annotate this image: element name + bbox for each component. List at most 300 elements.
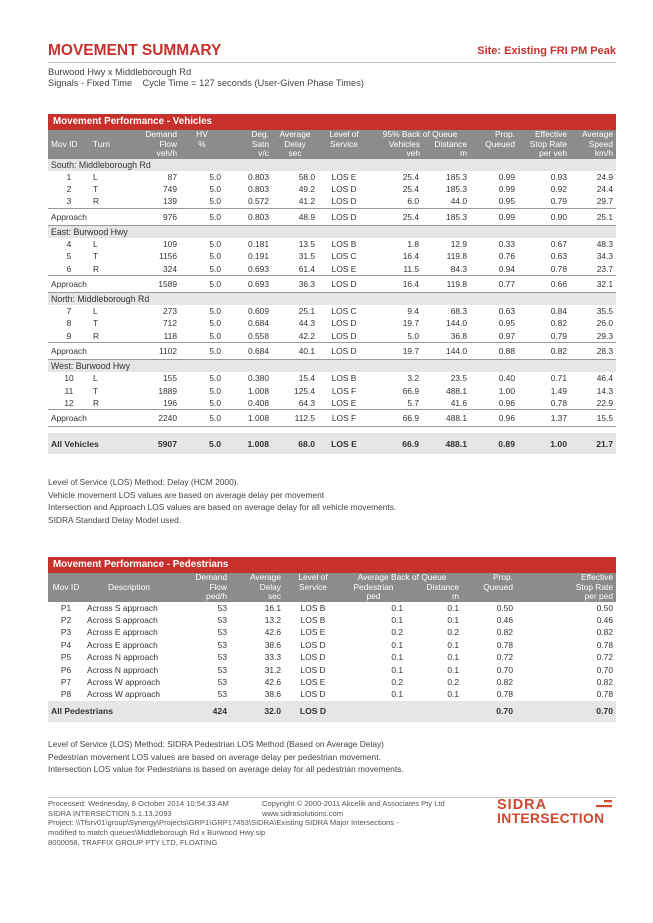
pedestrian-cell: P3 [60, 627, 72, 638]
pedestrian-cell: 0.50 [596, 602, 613, 613]
approach-cell: 5.0 [180, 343, 224, 360]
movement-cell: LOS D [331, 184, 357, 195]
pedestrian-cell: LOS D [300, 689, 326, 700]
movement-cell: 61.4 [298, 263, 315, 274]
movement-cell: T [93, 318, 99, 329]
movement-cell: 64.3 [298, 397, 315, 408]
vehicles-note-line: Intersection and Approach LOS values are based on average delay for all vehicle movements. [48, 502, 397, 512]
movement-cell: 44.3 [298, 318, 315, 329]
approach-cell: LOS D [318, 208, 370, 225]
approach-cell: 0.66 [518, 275, 570, 292]
movement-cell: LOS D [331, 330, 357, 341]
movement-cell: 712 [163, 318, 177, 329]
pedestrian-cell: 53 [217, 677, 227, 688]
all-pedestrians-cell: 32.0 [230, 701, 284, 722]
vehicles-header-cell: Average Speed km/h [570, 130, 616, 159]
pedestrian-cell: 0.2 [391, 677, 403, 688]
project-path-2: modified to match queues\Middleborough Rd x Burwood Hwy.sip [48, 827, 266, 837]
approach-cell: 25.1 [570, 208, 616, 225]
movement-row [48, 262, 616, 275]
queue-subheader [373, 140, 467, 159]
movement-cell: 0.78 [550, 397, 567, 408]
movement-cell: 5.0 [209, 171, 221, 182]
approach-cell: LOS D [318, 343, 370, 360]
movement-cell: 5.0 [209, 318, 221, 329]
all-vehicles-cell: 1.00 [518, 433, 570, 454]
movement-cell: 1.8 [407, 238, 419, 249]
pedestrian-cell: Across E approach [87, 639, 158, 650]
movement-cell: 34.3 [596, 251, 613, 262]
pedestrians-table [48, 573, 616, 722]
pedestrian-cell: 38.6 [264, 639, 281, 650]
movement-cell: 24.9 [596, 171, 613, 182]
pedestrian-cell: 0.82 [596, 677, 613, 688]
pedestrian-cell: 0.82 [596, 627, 613, 638]
pedestrian-cell: 0.70 [496, 664, 513, 675]
all-vehicles-cell: 1.008 [224, 433, 272, 454]
movement-cell: 13.5 [298, 238, 315, 249]
movement-cell: 5 [66, 251, 72, 262]
pedestrian-cell: 53 [217, 639, 227, 650]
pedestrians-note-line: Intersection LOS value for Pedestrians is based on average delay for all pedestrian movements. [48, 764, 404, 774]
all-vehicles-cell: 5.0 [180, 433, 224, 454]
software-version: SIDRA INTERSECTION 5.1.13.2093 [48, 808, 172, 818]
movement-cell: 0.82 [550, 318, 567, 329]
movement-cell: 25.4 [402, 171, 419, 182]
pedestrians-header-cell: Average Delay sec [230, 573, 284, 602]
pedestrian-cell: LOS E [300, 677, 326, 688]
pedestrian-row [48, 614, 616, 626]
approach-cell: 0.684 [224, 343, 272, 360]
movement-row [48, 195, 616, 208]
movement-cell: 185.3 [446, 171, 467, 182]
pedestrian-cell: 0.1 [447, 639, 459, 650]
pedestrian-cell: 0.1 [391, 689, 403, 700]
vehicles-header-cell: Prop. Queued [470, 130, 518, 159]
approach-group-row [48, 159, 616, 171]
pedestrian-cell: Across E approach [87, 627, 158, 638]
movement-cell: 0.181 [248, 238, 269, 249]
vehicles-header-cell: Turn [90, 130, 120, 159]
movement-cell: 9.4 [407, 306, 419, 317]
pedestrians-note-line: Level of Service (LOS) Method: SIDRA Pedestrian LOS Method (Based on Average Delay) [48, 739, 384, 749]
all-vehicles-cell: LOS E [318, 433, 370, 454]
approach-cell: 0.99 [470, 208, 518, 225]
queue-vehicles-header: Vehicles veh [388, 138, 420, 158]
movement-cell: 44.0 [450, 196, 467, 207]
approach-label: Approach [48, 208, 120, 225]
approach-name: North: Middleborough Rd [48, 292, 616, 305]
approach-label: Approach [48, 343, 120, 360]
movement-cell: 749 [163, 184, 177, 195]
logo-sidra-text: SIDRA [497, 797, 548, 813]
approach-cell: 112.5 [272, 410, 318, 427]
all-vehicles-cell: 488.1 [422, 433, 470, 454]
movement-cell: 5.0 [209, 251, 221, 262]
all-vehicles-row [48, 433, 616, 454]
approach-cell: 144.0 [422, 343, 470, 360]
movement-cell: 5.0 [209, 306, 221, 317]
movement-cell: 118 [163, 330, 177, 341]
movement-cell: 0.572 [248, 196, 269, 207]
pedestrian-cell: Across N approach [87, 652, 159, 663]
movement-cell: 0.684 [248, 318, 269, 329]
movement-cell: 185.3 [446, 184, 467, 195]
pedestrian-cell: 53 [217, 615, 227, 626]
pedestrian-cell: 16.1 [264, 602, 281, 613]
movement-row [48, 238, 616, 250]
movement-cell: 36.8 [450, 330, 467, 341]
approach-cell: 25.4 [370, 208, 422, 225]
approach-group-row [48, 292, 616, 305]
movement-cell: 25.4 [402, 184, 419, 195]
movement-cell: 1889 [158, 385, 177, 396]
movement-cell: 1.00 [498, 385, 515, 396]
all-vehicles-cell: 66.9 [370, 433, 422, 454]
movement-row [48, 397, 616, 410]
vehicles-header-cell: Demand Flow veh/h [120, 130, 180, 159]
approach-cell: 0.803 [224, 208, 272, 225]
movement-cell: L [93, 373, 98, 384]
queue-distance-header: Distance m [434, 138, 467, 158]
movement-cell: 19.7 [402, 318, 419, 329]
all-vehicles-label: All Vehicles [48, 433, 120, 454]
movement-cell: 125.4 [294, 385, 315, 396]
pedestrian-cell: 53 [217, 627, 227, 638]
approach-cell: 5.0 [180, 275, 224, 292]
pedestrian-cell: 0.82 [496, 627, 513, 638]
pedestrian-cell: 53 [217, 664, 227, 675]
movement-row [48, 171, 616, 183]
approach-name: South: Middleborough Rd [48, 159, 616, 171]
movement-cell: 0.79 [550, 196, 567, 207]
signal-info: Signals - Fixed Time Cycle Time = 127 seconds (User-Given Phase Times) [48, 78, 364, 88]
report-title: MOVEMENT SUMMARY [48, 42, 222, 59]
pedestrian-cell: P6 [60, 664, 72, 675]
pedestrian-row [48, 663, 616, 675]
movement-cell: 26.0 [596, 318, 613, 329]
approach-cell: 19.7 [370, 343, 422, 360]
pedestrian-cell: 0.1 [391, 602, 403, 613]
movement-cell: T [93, 385, 99, 396]
pedestrian-row [48, 688, 616, 700]
movement-cell: 488.1 [446, 385, 467, 396]
pedestrian-cell: 0.2 [391, 627, 403, 638]
approach-total-row [48, 208, 616, 225]
movement-row [48, 330, 616, 343]
approach-label: Approach [48, 275, 120, 292]
movement-row [48, 372, 616, 384]
pedestrians-header-cell: Demand Flow ped/h [174, 573, 230, 602]
movement-cell: 0.92 [550, 184, 567, 195]
movement-cell: 68.3 [450, 306, 467, 317]
pedestrian-row [48, 626, 616, 638]
pedestrians-header-cell: Description [84, 573, 174, 602]
site-name: Site: Existing FRI PM Peak [477, 45, 616, 57]
pedestrian-cell: 0.78 [496, 689, 513, 700]
pedestrian-cell: LOS D [300, 664, 326, 675]
intersection-name: Burwood Hwy x Middleborough Rd [48, 67, 192, 77]
movement-cell: 22.9 [596, 397, 613, 408]
movement-cell: 48.3 [596, 238, 613, 249]
pedestrian-cell: 0.1 [447, 615, 459, 626]
movement-cell: 58.0 [298, 171, 315, 182]
pedestrians-header-cell: Mov ID [48, 573, 84, 602]
logo-mark-icon [595, 800, 613, 808]
movement-cell: R [93, 397, 100, 408]
movement-cell: 24.4 [596, 184, 613, 195]
approach-cell: 1589 [120, 275, 180, 292]
movement-cell: LOS B [331, 238, 357, 249]
pedestrian-cell: P5 [60, 652, 72, 663]
pedestrian-cell: 0.78 [596, 689, 613, 700]
pedestrian-row [48, 602, 616, 614]
movement-cell: 6.0 [407, 196, 419, 207]
pedestrian-cell: 42.6 [264, 627, 281, 638]
approach-cell: 0.90 [518, 208, 570, 225]
vehicles-header-cell: Deg. Satn v/c [224, 130, 272, 159]
pedestrian-cell: P7 [60, 677, 72, 688]
vehicles-table [48, 130, 616, 454]
movement-cell: 0.95 [498, 318, 515, 329]
pedestrian-cell: Across N approach [87, 664, 159, 675]
movement-row [48, 183, 616, 195]
approach-group-row [48, 225, 616, 238]
approach-cell: 185.3 [422, 208, 470, 225]
pedestrian-cell: 0.72 [496, 652, 513, 663]
movement-cell: 25.1 [298, 306, 315, 317]
movement-cell: 0.380 [248, 373, 269, 384]
vehicles-note-line: Level of Service (LOS) Method: Delay (HCM 2000). [48, 477, 239, 487]
movement-cell: 23.5 [450, 373, 467, 384]
all-vehicles-cell: 5907 [120, 433, 180, 454]
movement-cell: T [93, 251, 99, 262]
movement-cell: 5.0 [209, 238, 221, 249]
logo-intersection-text: INTERSECTION [497, 811, 605, 826]
movement-cell: 12 [64, 397, 74, 408]
all-pedestrians-label: All Pedestrians [48, 701, 174, 722]
approach-cell: 5.0 [180, 208, 224, 225]
movement-cell: 42.2 [298, 330, 315, 341]
movement-cell: 0.93 [550, 171, 567, 182]
all-pedestrians-cell [342, 701, 406, 722]
approach-total-row [48, 410, 616, 427]
movement-cell: LOS E [331, 397, 357, 408]
all-pedestrians-cell: 424 [174, 701, 230, 722]
approach-label: Approach [48, 410, 120, 427]
movement-cell: 66.9 [402, 385, 419, 396]
movement-cell: LOS D [331, 318, 357, 329]
vehicles-column-header [48, 130, 616, 159]
movement-cell: 0.803 [248, 184, 269, 195]
movement-cell: 0.78 [550, 263, 567, 274]
vehicles-header-cell: Effective Stop Rate per veh [518, 130, 570, 159]
pedestrian-cell: 53 [217, 689, 227, 700]
approach-cell: 2240 [120, 410, 180, 427]
movement-cell: 4 [66, 238, 72, 249]
movement-cell: 119.8 [446, 251, 467, 262]
pedestrian-cell: LOS D [300, 639, 326, 650]
pedestrian-cell: Across S approach [87, 615, 158, 626]
pedestrians-header-cell: Level of Service [284, 573, 342, 602]
licence-text: 8000058, TRAFFIX GROUP PTY LTD, FLOATING [48, 837, 218, 847]
approach-name: West: Burwood Hwy [48, 360, 616, 373]
pedestrian-cell: 31.2 [264, 664, 281, 675]
movement-cell: 15.4 [298, 373, 315, 384]
approach-cell: 66.9 [370, 410, 422, 427]
movement-cell: 1 [66, 171, 72, 182]
movement-cell: R [93, 196, 100, 207]
movement-cell: 1.008 [248, 385, 269, 396]
movement-cell: 35.5 [596, 306, 613, 317]
approach-cell: 488.1 [422, 410, 470, 427]
movement-cell: LOS C [331, 251, 357, 262]
movement-cell: 29.7 [596, 196, 613, 207]
approach-cell: 5.0 [180, 410, 224, 427]
pedestrian-cell: 53 [217, 652, 227, 663]
approach-cell: 48.9 [272, 208, 318, 225]
pedestrian-cell: 0.78 [496, 639, 513, 650]
movement-cell: 0.96 [498, 397, 515, 408]
movement-cell: 0.99 [498, 184, 515, 195]
pedestrian-cell: 0.2 [447, 627, 459, 638]
movement-cell: 41.6 [450, 397, 467, 408]
all-vehicles-cell: 0.89 [470, 433, 518, 454]
movement-cell: LOS D [331, 196, 357, 207]
pedestrian-cell: P8 [60, 689, 72, 700]
pedestrian-cell: 0.1 [447, 664, 459, 675]
movement-cell: 0.40 [498, 373, 515, 384]
movement-row [48, 384, 616, 396]
pedestrian-cell: 0.46 [496, 615, 513, 626]
vehicles-header-cell: HV % [180, 130, 224, 159]
approach-cell: 1.008 [224, 410, 272, 427]
pedestrian-cell: 0.72 [596, 652, 613, 663]
movement-cell: 87 [167, 171, 177, 182]
pedestrian-cell: 0.1 [447, 602, 459, 613]
pedestrian-row [48, 639, 616, 651]
pedestrian-row [48, 651, 616, 663]
movement-cell: 0.84 [550, 306, 567, 317]
movement-cell: 9 [66, 330, 72, 341]
approach-cell: 0.88 [470, 343, 518, 360]
movement-cell: 16.4 [402, 251, 419, 262]
movement-cell: 0.33 [498, 238, 515, 249]
pedestrian-cell: 0.82 [496, 677, 513, 688]
processed-date: Processed: Wednesday, 8 October 2014 10:54:33 AM [48, 799, 229, 808]
approach-cell: 1.37 [518, 410, 570, 427]
report-header [48, 42, 616, 63]
movement-cell: 324 [163, 263, 177, 274]
approach-cell: 0.693 [224, 275, 272, 292]
movement-cell: 11 [64, 385, 74, 396]
ped-queue-subheader [345, 583, 459, 602]
movement-cell: 0.63 [498, 306, 515, 317]
vehicles-note-line: Vehicle movement LOS values are based on average delay per movement [48, 489, 325, 500]
all-pedestrians-cell [406, 701, 462, 722]
vehicles-header-cell: 95% Back of Queue Vehicles veh Distance m [370, 130, 470, 159]
pedestrian-cell: 0.1 [391, 639, 403, 650]
movement-cell: 2 [66, 184, 72, 195]
vehicles-section-title: Movement Performance - Vehicles [48, 114, 616, 130]
approach-cell: 119.8 [422, 275, 470, 292]
pedestrian-cell: 38.6 [264, 689, 281, 700]
pedestrian-cell: 0.2 [447, 677, 459, 688]
movement-cell: 5.0 [407, 330, 419, 341]
movement-cell: LOS E [331, 171, 357, 182]
approach-cell: 976 [120, 208, 180, 225]
pedestrian-cell: LOS B [300, 615, 326, 626]
pedestrian-cell: 42.6 [264, 677, 281, 688]
pedestrian-cell: 33.3 [264, 652, 281, 663]
vehicles-notes [48, 476, 396, 526]
movement-cell: 5.0 [209, 330, 221, 341]
pedestrian-cell: LOS D [300, 652, 326, 663]
movement-cell: 29.3 [596, 330, 613, 341]
pedestrian-cell: 53 [217, 602, 227, 613]
movement-cell: 31.5 [298, 251, 315, 262]
movement-cell: 11.5 [403, 263, 419, 274]
movement-cell: 5.7 [407, 397, 419, 408]
all-pedestrians-row [48, 701, 616, 722]
movement-cell: 23.7 [596, 263, 613, 274]
pedestrians-queue-header: Average Back of Queue Pedestrian ped Distance m [342, 573, 462, 602]
all-vehicles-cell: 21.7 [570, 433, 616, 454]
movement-cell: 0.609 [248, 306, 269, 317]
pedestrians-note-line: Pedestrian movement LOS values are based on average delay per pedestrian movement. [48, 751, 381, 762]
vehicles-header-cell: Level of Service [318, 130, 370, 159]
movement-cell: 0.97 [498, 330, 515, 341]
movement-cell: 0.94 [498, 263, 515, 274]
all-vehicles-cell: 68.0 [272, 433, 318, 454]
pedestrian-cell: 0.50 [496, 602, 513, 613]
movement-cell: 49.2 [298, 184, 315, 195]
pedestrian-cell: P2 [60, 615, 72, 626]
pedestrian-cell: Across W approach [87, 677, 161, 688]
movement-cell: LOS B [331, 373, 357, 384]
pedestrian-cell: P1 [60, 602, 72, 613]
vehicles-header-cell: Average Delay sec [272, 130, 318, 159]
movement-cell: LOS C [331, 306, 357, 317]
movement-cell: 8 [66, 318, 72, 329]
movement-row [48, 305, 616, 317]
vehicles-note-line: SIDRA Standard Delay Model used. [48, 514, 182, 525]
pedestrian-cell: 0.1 [391, 652, 403, 663]
movement-cell: 0.63 [550, 251, 567, 262]
movement-cell: R [93, 330, 100, 341]
approach-cell: 40.1 [272, 343, 318, 360]
pedestrian-cell: P4 [60, 639, 72, 650]
pedestrian-cell: 0.78 [596, 639, 613, 650]
pedestrian-cell: Across W approach [87, 689, 161, 700]
copyright-text: Copyright © 2000-2011 Akcelik and Associates Pty Ltd [262, 799, 445, 808]
movement-cell: 1.49 [550, 385, 567, 396]
pedestrian-cell: 0.1 [391, 664, 403, 675]
approach-cell: 32.1 [570, 275, 616, 292]
pedestrian-cell: 0.1 [391, 615, 403, 626]
movement-cell: L [93, 171, 98, 182]
queue-pedestrian-header: Pedestrian ped [353, 581, 394, 601]
pedestrians-header-cell: Effective Stop Rate per ped [516, 573, 616, 602]
pedestrian-cell: LOS B [300, 602, 326, 613]
pedestrians-column-header [48, 573, 616, 602]
movement-cell: 5.0 [209, 184, 221, 195]
pedestrian-cell: 0.70 [596, 664, 613, 675]
movement-cell: 1156 [158, 251, 177, 262]
all-pedestrians-cell: 0.70 [462, 701, 516, 722]
movement-row [48, 250, 616, 262]
movement-cell: 144.0 [446, 318, 467, 329]
